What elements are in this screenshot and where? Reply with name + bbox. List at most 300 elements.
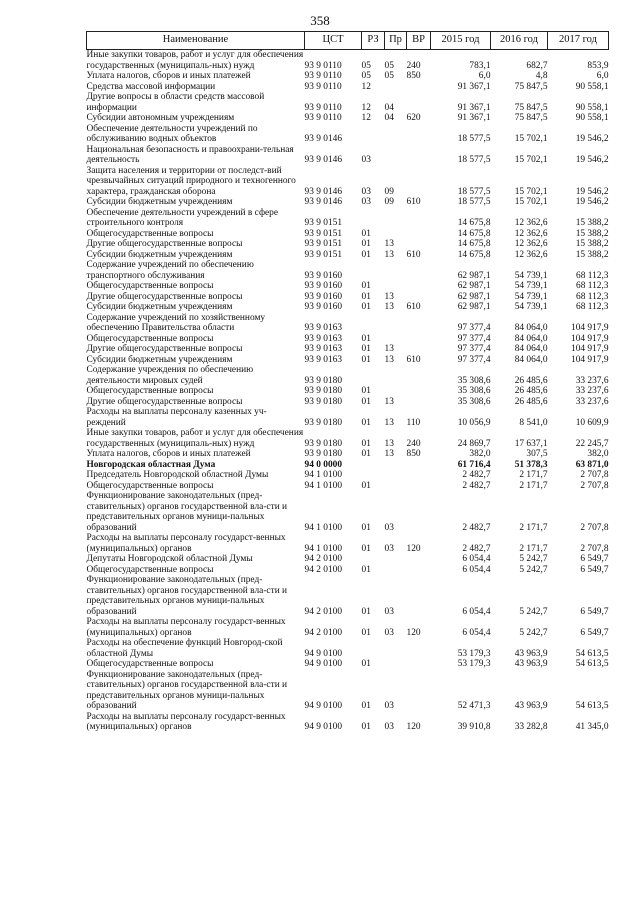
- row-name: Субсидии бюджетным учреждениям: [86, 302, 233, 312]
- table-body: [87, 50, 609, 733]
- row-cst: 94 1 0100: [304, 480, 342, 491]
- table-row: [87, 575, 609, 617]
- row-value-2015: 97 377,4: [457, 333, 491, 344]
- row-cst: 93 9 0110: [304, 102, 342, 113]
- row-name: Общегосударственные вопросы: [86, 333, 214, 344]
- row-name: Новгородская областная Дума: [86, 459, 216, 470]
- row-cst: 93 9 0146: [304, 155, 342, 165]
- row-value-2016: 54 739,1: [514, 270, 548, 281]
- row-value-2016: 17 637,1: [514, 438, 548, 449]
- table-row: [87, 302, 609, 313]
- row-value-2015: 6 054,4: [462, 606, 491, 617]
- row-cst: 93 9 0180: [304, 417, 342, 428]
- table-row: [87, 533, 609, 554]
- row-rz: 01: [361, 522, 371, 533]
- row-value-2015: 91 367,1: [457, 113, 491, 123]
- row-vr: [407, 670, 431, 712]
- table-row: [87, 260, 609, 281]
- table-row: [87, 281, 609, 292]
- row-value-2016: 2 171,7: [519, 522, 548, 533]
- row-rz: [362, 470, 385, 481]
- row-value-2015: 18 577,5: [457, 155, 491, 165]
- row-value-2016: 15 702,1: [514, 197, 548, 207]
- row-vr: [407, 344, 431, 355]
- table-row: [87, 565, 609, 576]
- row-value-2015: 18 577,5: [457, 134, 491, 144]
- header-cst: ЦСТ: [305, 32, 362, 50]
- row-value-2015: 6 054,4: [462, 554, 491, 564]
- row-value-2016: 307,5: [526, 449, 548, 459]
- row-value-2017: 68 112,3: [576, 302, 609, 312]
- row-rz: 05: [361, 60, 371, 71]
- row-value-2016: 54 739,1: [514, 281, 548, 291]
- row-value-2016: 15 702,1: [514, 134, 548, 144]
- row-value-2016: 84 064,0: [514, 344, 548, 354]
- row-rz: 03: [361, 197, 371, 207]
- row-value-2016: 5 242,7: [519, 564, 548, 575]
- row-cst: 94 0 0000: [304, 459, 342, 470]
- row-value-2016: 51 378,3: [514, 459, 548, 470]
- row-pr: 13: [384, 396, 394, 407]
- table-row: [87, 617, 609, 638]
- row-vr: [407, 575, 431, 617]
- row-vr: 610: [406, 354, 421, 365]
- row-value-2016: 54 739,1: [514, 291, 548, 302]
- row-vr: 850: [406, 449, 421, 459]
- row-value-2015: 97 377,4: [457, 344, 491, 354]
- row-value-2017: 63 871,0: [575, 459, 609, 470]
- row-value-2017: 15 388,2: [575, 239, 609, 249]
- row-value-2015: 14 675,8: [457, 249, 491, 260]
- row-name: Депутаты Новгородской областной Думы: [86, 554, 253, 564]
- row-name: Расходы на выплаты персоналу государст-венных (муниципальных) органов: [86, 711, 286, 732]
- row-vr: [407, 124, 431, 145]
- row-rz: 01: [361, 722, 371, 732]
- row-vr: [407, 491, 431, 533]
- row-rz: 01: [361, 701, 371, 711]
- table-row: [87, 659, 609, 670]
- row-value-2016: 12 362,6: [514, 239, 548, 249]
- row-value-2016: 75 847,5: [514, 102, 548, 113]
- row-vr: [407, 470, 431, 481]
- row-vr: 620: [406, 113, 421, 123]
- row-pr: 13: [384, 249, 394, 260]
- page-number: 358: [310, 13, 330, 28]
- row-value-2016: 75 847,5: [514, 81, 548, 92]
- row-vr: [407, 397, 431, 408]
- row-value-2017: 54 613,5: [575, 659, 609, 669]
- row-name: Расходы на выплаты персоналу государст-венных (муниципальных) органов: [86, 533, 286, 554]
- row-name: Общегосударственные вопросы: [86, 564, 214, 575]
- row-pr: [385, 334, 407, 345]
- table-row: [87, 407, 609, 428]
- row-cst: 93 9 0151: [304, 228, 342, 239]
- row-vr: [407, 365, 431, 386]
- row-name: Иные закупки товаров, работ и услуг для обеспечения государственных (муниципаль-ных) нужд: [86, 428, 304, 449]
- row-value-2016: 4,8: [535, 71, 548, 81]
- row-value-2017: 19 546,2: [575, 155, 609, 165]
- row-pr: 03: [384, 701, 394, 711]
- row-value-2016: 54 739,1: [514, 302, 548, 312]
- row-rz: [362, 554, 385, 565]
- row-name: Субсидии автономным учреждениям: [86, 113, 235, 123]
- row-rz: 01: [361, 449, 371, 459]
- row-vr: 120: [406, 722, 421, 732]
- row-value-2015: 62 987,1: [457, 270, 491, 281]
- row-rz: [362, 260, 385, 281]
- table-row: [87, 554, 609, 565]
- row-vr: 240: [406, 60, 421, 71]
- row-name: Общегосударственные вопросы: [86, 386, 214, 396]
- row-rz: 01: [361, 344, 371, 354]
- table-row: [87, 481, 609, 492]
- row-value-2017: 6 549,7: [580, 554, 609, 564]
- table-row: [87, 208, 609, 229]
- row-value-2016: 33 282,8: [514, 722, 548, 732]
- table-row: [87, 229, 609, 240]
- row-rz: [362, 313, 385, 334]
- table-row: [87, 355, 609, 366]
- header-2017: 2017 год: [548, 32, 609, 50]
- row-value-2016: 2 171,7: [519, 543, 548, 554]
- row-pr: 03: [384, 522, 394, 533]
- row-rz: 12: [361, 113, 371, 123]
- row-name: Расходы на выплаты персоналу казенных уч-реждений: [86, 407, 267, 428]
- row-vr: [407, 313, 431, 334]
- table-row: [87, 386, 609, 397]
- header-pr: Пр: [385, 32, 407, 50]
- header-rz: РЗ: [362, 32, 385, 50]
- row-value-2017: 15 388,2: [575, 218, 609, 228]
- header-name: Наименование: [87, 32, 305, 50]
- row-value-2016: 15 702,1: [514, 155, 548, 165]
- table-row: [87, 92, 609, 113]
- row-value-2017: 6,0: [596, 71, 609, 81]
- row-cst: 93 9 0160: [304, 270, 342, 281]
- row-value-2017: 104 917,9: [571, 354, 609, 365]
- row-pr: 04: [384, 102, 394, 113]
- row-name: Расходы на выплаты персоналу государст-венных (муниципальных) органов: [86, 617, 286, 638]
- budget-table: [86, 31, 609, 733]
- row-cst: 94 9 0100: [304, 648, 342, 659]
- row-rz: 01: [361, 606, 371, 617]
- row-value-2015: 62 987,1: [457, 302, 491, 312]
- row-value-2016: 12 362,6: [514, 218, 548, 228]
- row-vr: [407, 565, 431, 576]
- row-rz: 01: [361, 239, 371, 249]
- row-value-2016: 26 485,6: [514, 375, 548, 386]
- row-pr: 05: [384, 71, 394, 81]
- row-vr: [407, 481, 431, 492]
- row-cst: 93 9 0180: [304, 396, 342, 407]
- row-cst: 93 9 0160: [304, 302, 342, 312]
- row-value-2017: 33 237,6: [575, 386, 609, 396]
- row-value-2015: 18 577,5: [457, 186, 491, 197]
- row-cst: 93 9 0146: [304, 186, 342, 197]
- table-row: [87, 491, 609, 533]
- row-pr: [385, 313, 407, 334]
- row-vr: 110: [406, 417, 421, 428]
- row-name: Функционирование законодательных (пред-ставительных) органов государственной вла-сти и представительных органов муници-пальных образований: [86, 669, 288, 711]
- row-cst: 93 9 0151: [304, 249, 342, 260]
- row-cst: 94 9 0100: [304, 722, 342, 732]
- row-value-2016: 43 963,9: [514, 659, 548, 669]
- row-pr: [385, 208, 407, 229]
- row-value-2016: 5 242,7: [519, 554, 548, 564]
- row-rz: 01: [361, 354, 371, 365]
- row-cst: 94 2 0100: [304, 606, 342, 617]
- row-pr: 03: [384, 627, 394, 638]
- row-rz: 01: [361, 627, 371, 638]
- header-2015: 2015 год: [431, 32, 491, 50]
- row-value-2017: 6 549,7: [580, 606, 609, 617]
- table-row: [87, 239, 609, 250]
- row-cst: 94 1 0100: [304, 543, 342, 554]
- row-cst: 93 9 0151: [304, 218, 342, 228]
- row-vr: [407, 386, 431, 397]
- row-name: Функционирование законодательных (пред-ставительных) органов государственной вла-сти и представительных органов муници-пальных образований: [86, 575, 288, 617]
- row-value-2017: 19 546,2: [575, 197, 609, 207]
- row-value-2017: 22 245,7: [575, 438, 609, 449]
- row-value-2015: 14 675,8: [457, 218, 491, 228]
- row-value-2016: 5 242,7: [519, 627, 548, 638]
- row-value-2017: 68 112,3: [576, 291, 609, 302]
- row-name: Другие общегосударственные вопросы: [86, 291, 243, 302]
- row-value-2015: 24 869,7: [457, 438, 491, 449]
- row-cst: 94 1 0100: [304, 470, 342, 480]
- row-name: Содержание учреждений по обеспечению транспортного обслуживания: [86, 260, 254, 281]
- row-pr: 13: [384, 291, 394, 302]
- table-row: [87, 670, 609, 712]
- row-name: Субсидии бюджетным учреждениям: [86, 249, 233, 260]
- row-rz: 01: [361, 480, 371, 491]
- row-pr: [385, 386, 407, 397]
- row-cst: 93 9 0110: [304, 81, 342, 92]
- row-pr: [385, 470, 407, 481]
- table-row: [87, 71, 609, 82]
- row-vr: 240: [406, 438, 421, 449]
- row-name: Иные закупки товаров, работ и услуг для обеспечения государственных (муниципаль-ных) нужд: [86, 50, 304, 71]
- row-pr: [385, 565, 407, 576]
- row-value-2017: 853,9: [587, 60, 609, 71]
- table-row: [87, 365, 609, 386]
- row-value-2015: 18 577,5: [457, 197, 491, 207]
- row-value-2016: 12 362,6: [514, 249, 548, 260]
- row-vr: 610: [406, 197, 421, 207]
- row-vr: 120: [406, 543, 421, 554]
- row-value-2016: 26 485,6: [514, 386, 548, 396]
- row-rz: [362, 365, 385, 386]
- table-row: [87, 292, 609, 303]
- row-pr: 13: [384, 449, 394, 459]
- row-vr: [407, 281, 431, 292]
- row-rz: 01: [361, 386, 371, 396]
- row-value-2015: 382,0: [469, 449, 491, 459]
- table-row: [87, 470, 609, 481]
- table-row: [87, 334, 609, 345]
- table-row: [87, 460, 609, 471]
- row-rz: [362, 124, 385, 145]
- row-name: Субсидии бюджетным учреждениям: [86, 197, 233, 207]
- row-rz: 01: [361, 543, 371, 554]
- row-value-2017: 10 609,9: [575, 417, 609, 428]
- row-value-2016: 2 171,7: [519, 470, 548, 480]
- row-value-2015: 35 308,6: [457, 386, 491, 396]
- row-pr: [385, 281, 407, 292]
- row-cst: 94 1 0100: [304, 522, 342, 533]
- row-rz: 01: [361, 281, 371, 291]
- row-value-2015: 2 482,7: [462, 522, 491, 533]
- row-value-2015: 91 367,1: [457, 81, 491, 92]
- table-row: [87, 113, 609, 124]
- row-vr: [407, 638, 431, 659]
- row-value-2017: 15 388,2: [575, 249, 609, 260]
- row-cst: 93 9 0151: [304, 239, 342, 249]
- row-name: Другие общегосударственные вопросы: [86, 396, 243, 407]
- row-value-2017: 6 549,7: [580, 627, 609, 638]
- table-row: [87, 344, 609, 355]
- row-cst: 93 9 0146: [304, 134, 342, 144]
- row-value-2015: 61 716,4: [457, 459, 491, 470]
- row-value-2017: 104 917,9: [571, 333, 609, 344]
- row-value-2017: 54 613,5: [575, 648, 609, 659]
- row-pr: 03: [384, 606, 394, 617]
- row-pr: [385, 145, 407, 166]
- row-pr: [385, 229, 407, 240]
- row-cst: 93 9 0163: [304, 354, 342, 365]
- table-header: [87, 32, 609, 50]
- row-vr: [407, 292, 431, 303]
- table-row: [87, 166, 609, 198]
- row-rz: 01: [361, 228, 371, 239]
- row-value-2015: 62 987,1: [457, 281, 491, 291]
- row-value-2017: 2 707,8: [580, 480, 609, 491]
- row-value-2016: 12 362,6: [514, 228, 548, 239]
- row-rz: 05: [361, 71, 371, 81]
- row-value-2017: 15 388,2: [575, 228, 609, 239]
- row-pr: [385, 82, 407, 93]
- row-cst: 94 9 0100: [304, 701, 342, 711]
- row-value-2016: 84 064,0: [514, 333, 548, 344]
- row-value-2015: 35 308,6: [457, 375, 491, 386]
- row-name: Обеспечение деятельности учреждений по обслуживанию водных объектов: [86, 123, 258, 144]
- header-vr: ВР: [407, 32, 431, 50]
- row-value-2016: 15 702,1: [514, 186, 548, 197]
- row-vr: [407, 239, 431, 250]
- row-pr: 04: [384, 113, 394, 123]
- header-2016: 2016 год: [491, 32, 548, 50]
- row-rz: 12: [361, 102, 371, 113]
- row-value-2015: 62 987,1: [457, 291, 491, 302]
- row-rz: 01: [361, 396, 371, 407]
- row-cst: 93 9 0180: [304, 386, 342, 396]
- row-pr: 13: [384, 344, 394, 354]
- row-name: Другие общегосударственные вопросы: [86, 239, 243, 249]
- row-name: Уплата налогов, сборов и иных платежей: [86, 449, 251, 459]
- row-name: Другие вопросы в области средств массовой информации: [86, 92, 265, 113]
- row-value-2015: 52 471,3: [457, 701, 491, 711]
- row-value-2017: 33 237,6: [575, 396, 609, 407]
- row-value-2015: 2 482,7: [462, 480, 491, 491]
- table-row: [87, 638, 609, 659]
- table-row: [87, 712, 609, 733]
- row-pr: [385, 638, 407, 659]
- row-vr: 120: [406, 627, 421, 638]
- row-value-2016: 43 963,9: [514, 701, 548, 711]
- table-row: [87, 449, 609, 460]
- row-rz: 01: [361, 302, 371, 312]
- row-vr: [407, 229, 431, 240]
- row-value-2015: 39 910,8: [457, 722, 491, 732]
- row-pr: [385, 260, 407, 281]
- row-value-2017: 90 558,1: [575, 81, 609, 92]
- row-value-2017: 90 558,1: [575, 113, 609, 123]
- row-value-2016: 5 242,7: [519, 606, 548, 617]
- row-name: Функционирование законодательных (пред-ставительных) органов государственной вла-сти и представительных органов муници-пальных образований: [86, 491, 288, 533]
- row-name: Общегосударственные вопросы: [86, 228, 214, 239]
- row-cst: 93 9 0180: [304, 375, 342, 386]
- row-value-2015: 2 482,7: [462, 470, 491, 480]
- row-value-2016: 84 064,0: [514, 323, 548, 333]
- row-vr: [407, 166, 431, 198]
- row-cst: 93 9 0163: [304, 344, 342, 354]
- row-value-2015: 91 367,1: [457, 102, 491, 113]
- row-pr: [385, 481, 407, 492]
- row-vr: [407, 659, 431, 670]
- table-row: [87, 428, 609, 449]
- row-name: Национальная безопасность и правоохрани-тельная деятельность: [86, 144, 294, 165]
- row-name: Председатель Новгородской областной Думы: [86, 470, 269, 480]
- row-cst: 93 9 0110: [304, 71, 342, 81]
- row-rz: 01: [361, 249, 371, 260]
- row-name: Обеспечение деятельности учреждений в сфере строительного контроля: [86, 207, 279, 228]
- row-name: Расходы на обеспечение функций Новгород-ской областной Думы: [86, 638, 283, 659]
- row-rz: 03: [361, 155, 371, 165]
- row-cst: 93 9 0160: [304, 291, 342, 302]
- row-vr: 610: [406, 302, 421, 312]
- row-value-2017: 54 613,5: [575, 701, 609, 711]
- table-row: [87, 145, 609, 166]
- row-value-2017: 19 546,2: [575, 134, 609, 144]
- row-value-2017: 33 237,6: [575, 375, 609, 386]
- row-cst: 93 9 0163: [304, 323, 342, 333]
- row-vr: [407, 460, 431, 471]
- row-name: Субсидии бюджетным учреждениям: [86, 354, 233, 365]
- row-value-2016: 682,7: [526, 60, 548, 71]
- row-vr: [407, 554, 431, 565]
- row-pr: [385, 365, 407, 386]
- row-value-2015: 2 482,7: [462, 543, 491, 554]
- row-value-2017: 2 707,8: [580, 470, 609, 480]
- row-pr: [385, 460, 407, 471]
- row-pr: 09: [384, 186, 394, 197]
- row-value-2017: 19 546,2: [575, 186, 609, 197]
- row-name: Общегосударственные вопросы: [86, 281, 214, 291]
- row-value-2016: 2 171,7: [519, 480, 548, 491]
- table-row: [87, 250, 609, 261]
- table-row: [87, 82, 609, 93]
- row-name: Общегосударственные вопросы: [86, 659, 214, 669]
- row-vr: 610: [406, 249, 421, 260]
- row-pr: 13: [384, 302, 394, 312]
- row-pr: 13: [384, 354, 394, 365]
- row-value-2015: 35 308,6: [457, 396, 491, 407]
- row-value-2015: 6 054,4: [462, 627, 491, 638]
- row-cst: 93 9 0160: [304, 281, 342, 291]
- row-name: Уплата налогов, сборов и иных платежей: [86, 71, 251, 81]
- row-value-2015: 6 054,4: [462, 564, 491, 575]
- row-cst: 93 9 0110: [304, 60, 342, 71]
